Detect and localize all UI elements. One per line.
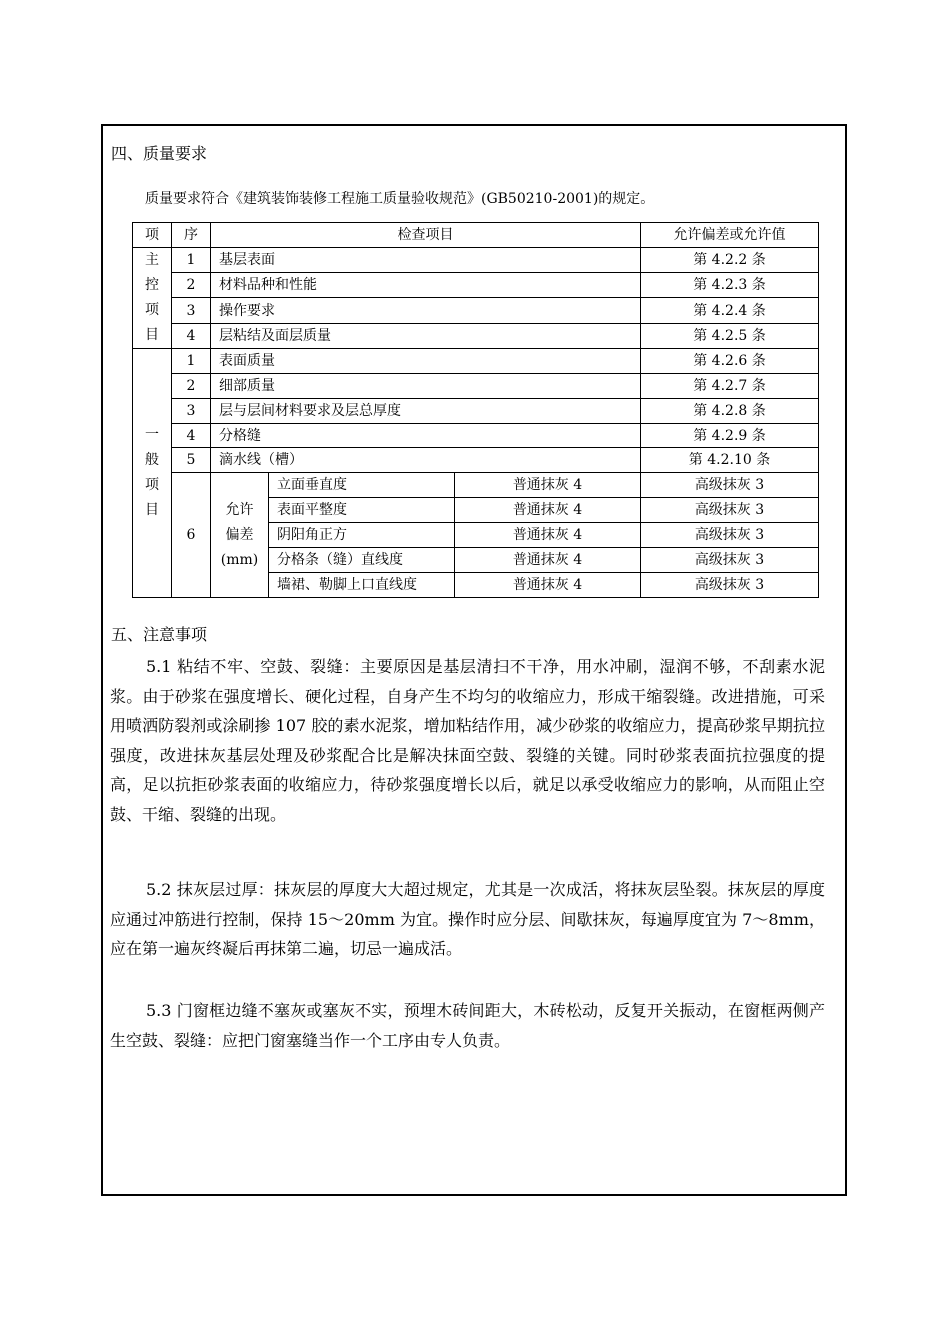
deviation-normal: 普通抹灰 4: [455, 498, 641, 523]
row-value: 第 4.2.6 条: [641, 348, 819, 373]
header-cell: 允许偏差或允许值: [641, 223, 819, 248]
label-char: 目: [145, 326, 159, 343]
deviation-item: 立面垂直度: [269, 473, 455, 498]
deviation-label-line: 允许: [225, 501, 254, 518]
general-label: [133, 348, 172, 597]
table-row: [133, 348, 819, 373]
label-char: 般: [145, 451, 159, 468]
row-item: 层与层间材料要求及层总厚度: [211, 398, 641, 423]
table-row: [133, 373, 819, 398]
deviation-normal: 普通抹灰 4: [455, 548, 641, 573]
row-number: 5: [172, 448, 211, 473]
row-value: 第 4.2.2 条: [641, 247, 819, 272]
table-row: [133, 398, 819, 423]
row-value: 第 4.2.5 条: [641, 323, 819, 348]
row-number: 4: [172, 323, 211, 348]
header-cell: 检查项目: [211, 223, 641, 248]
note-paragraph: 5.1 粘结不牢、空鼓、裂缝：主要原因是基层清扫不干净，用水冲刷，湿润不够，不刮素水泥浆。由于砂浆在强度增长、硬化过程，自身产生不均匀的收缩应力，形成干缩裂缝。改进措施，可采用喷洒防裂剂或涂刷掺 107 胶的素水泥浆，增加粘结作用，减少砂浆的收缩应力，提高砂浆早期抗拉强度，改进抹灰基层处理及砂浆配合比是解决抹面空鼓、裂缝的关键。同时砂浆表面抗拉强度的提高，足以抗拒砂浆表面的收缩应力，待砂浆强度增长以后，就足以承受收缩应力的影响，从而阻止空鼓、干缩、裂缝的出现。: [110, 657, 825, 824]
deviation-normal: 普通抹灰 4: [455, 473, 641, 498]
row-value: 第 4.2.3 条: [641, 273, 819, 298]
deviation-item: 墙裙、勒脚上口直线度: [269, 572, 455, 597]
table-row: [133, 273, 819, 298]
row-item: 层粘结及面层质量: [211, 323, 641, 348]
main-control-label: [133, 247, 172, 348]
table-row: [133, 448, 819, 473]
label-char: 控: [145, 276, 159, 293]
row-value: 第 4.2.8 条: [641, 398, 819, 423]
deviation-high: 高级抹灰 3: [641, 498, 819, 523]
deviation-label-line: 偏差: [225, 526, 254, 543]
row-value: 第 4.2.9 条: [641, 423, 819, 448]
row-item: 滴水线（槽）: [211, 448, 641, 473]
section4-heading: 四、质量要求: [111, 144, 208, 163]
label-char: 项: [145, 301, 159, 318]
header-cell: 序: [172, 223, 211, 248]
row-number: 1: [172, 348, 211, 373]
row-number: 3: [172, 398, 211, 423]
row-item: 表面质量: [211, 348, 641, 373]
label-char: 目: [145, 501, 159, 518]
table-row: [133, 473, 819, 498]
deviation-item: 阴阳角正方: [269, 523, 455, 548]
label-char: 一: [145, 426, 159, 443]
quality-table: [132, 222, 819, 598]
header-cell: 项: [133, 223, 172, 248]
deviation-label: [211, 473, 269, 597]
table-row: [133, 323, 819, 348]
deviation-high: 高级抹灰 3: [641, 572, 819, 597]
table-row: [133, 423, 819, 448]
row-number: 2: [172, 273, 211, 298]
row-item: 基层表面: [211, 247, 641, 272]
row-number: 4: [172, 423, 211, 448]
row-item: 细部质量: [211, 373, 641, 398]
label-char: 项: [145, 476, 159, 493]
row-item: 材料品种和性能: [211, 273, 641, 298]
row-value: 第 4.2.4 条: [641, 298, 819, 323]
deviation-high: 高级抹灰 3: [641, 473, 819, 498]
deviation-normal: 普通抹灰 4: [455, 572, 641, 597]
deviation-high: 高级抹灰 3: [641, 548, 819, 573]
section4-intro: 质量要求符合《建筑装饰装修工程施工质量验收规范》(GB50210-2001)的规定。: [145, 191, 655, 207]
deviation-normal: 普通抹灰 4: [455, 523, 641, 548]
label-char: 主: [145, 251, 159, 268]
row-number: 2: [172, 373, 211, 398]
section5-heading: 五、注意事项: [111, 625, 208, 644]
table-header-row: [133, 223, 819, 248]
note-paragraph: 5.3 门窗框边缝不塞灰或塞灰不实，预埋木砖间距大，木砖松动，反复开关振动，在窗框两侧产生空鼓、裂缝：应把门窗塞缝当作一个工序由专人负责。: [110, 1001, 825, 1050]
note-paragraph: 5.2 抹灰层过厚：抹灰层的厚度大大超过规定，尤其是一次成活，将抹灰层坠裂。抹灰层的厚度应通过冲筋进行控制，保持 15～20mm 为宜。操作时应分层、间歇抹灰，每遍厚度宜为 7～8mm，应在第一遍灰终凝后再抹第二遍，切忌一遍成活。: [110, 880, 825, 958]
deviation-item: 表面平整度: [269, 498, 455, 523]
deviation-high: 高级抹灰 3: [641, 523, 819, 548]
row-value: 第 4.2.10 条: [641, 448, 819, 473]
row-number: 6: [172, 473, 211, 597]
deviation-label-line: (mm): [220, 551, 259, 568]
table-row: [133, 298, 819, 323]
row-item: 分格缝: [211, 423, 641, 448]
table-row: [133, 247, 819, 272]
row-number: 3: [172, 298, 211, 323]
row-number: 1: [172, 247, 211, 272]
row-value: 第 4.2.7 条: [641, 373, 819, 398]
row-item: 操作要求: [211, 298, 641, 323]
deviation-item: 分格条（缝）直线度: [269, 548, 455, 573]
